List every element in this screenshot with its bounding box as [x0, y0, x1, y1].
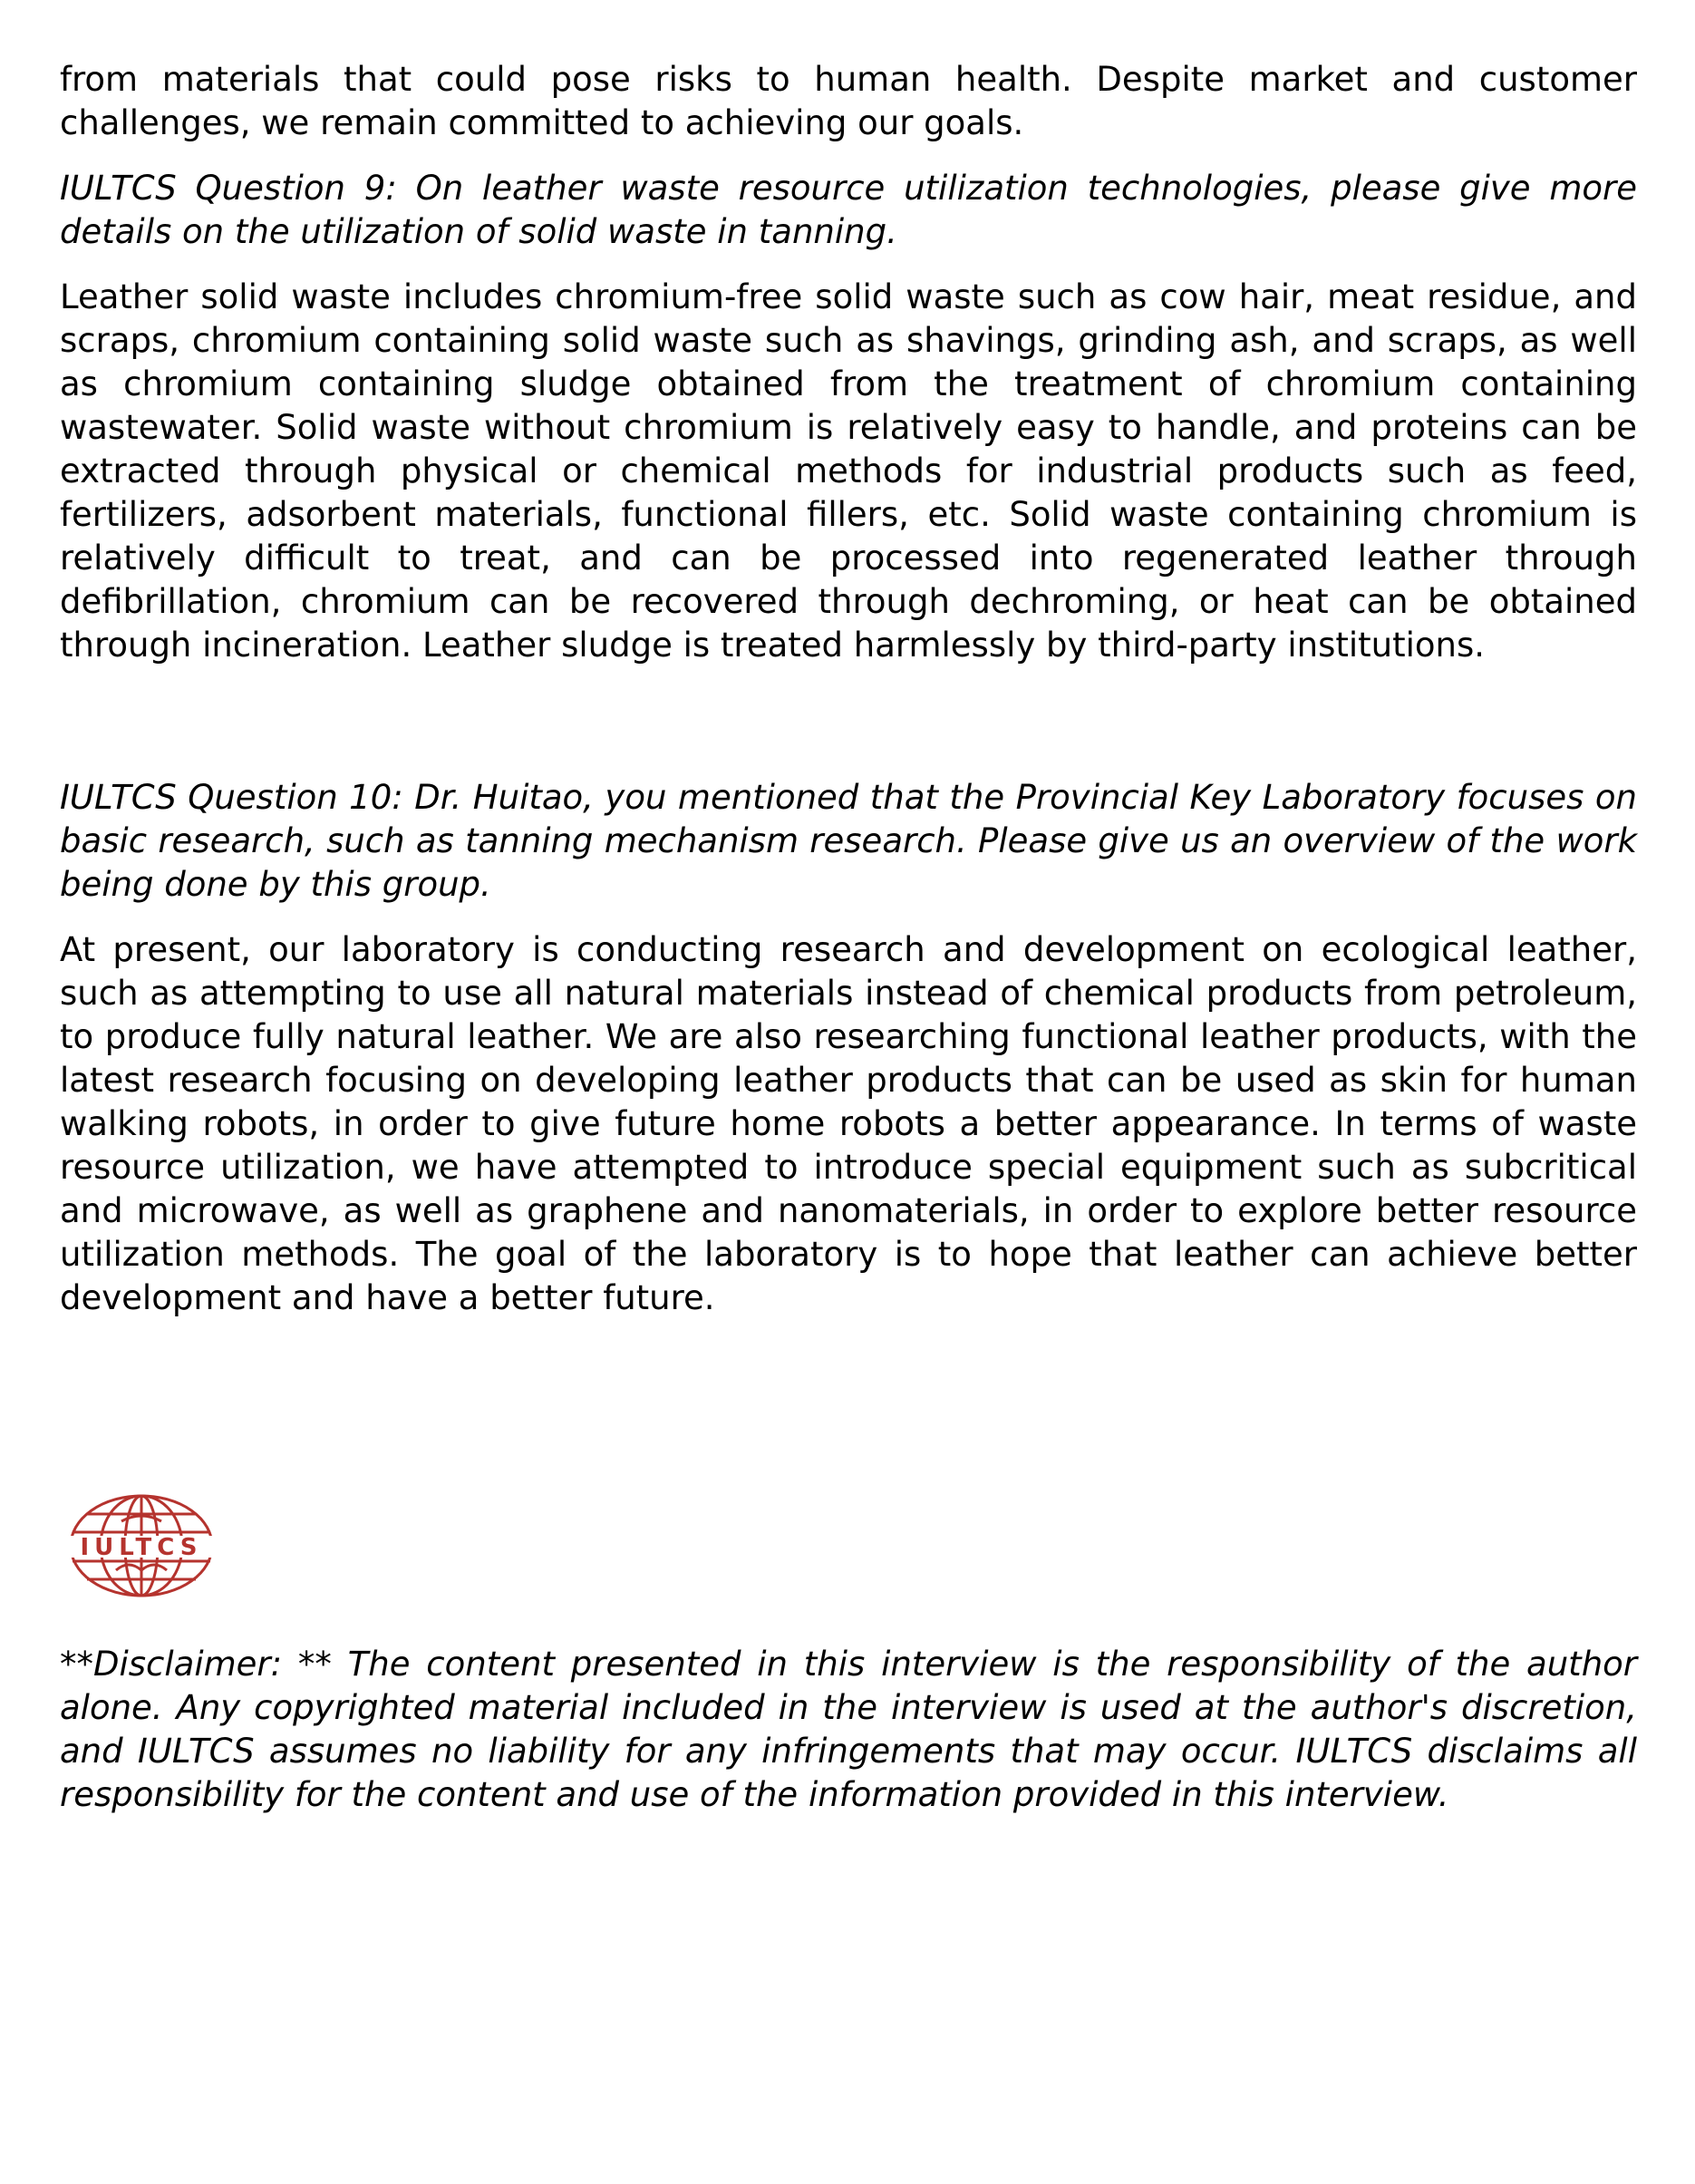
question-9: IULTCS Question 9: On leather waste resource utilization technologies, please give more details on the utilization of solid waste in tanning.	[60, 169, 1637, 251]
answer-9: Leather solid waste includes chromium-free solid waste such as cow hair, meat residue, and scraps, chromium containing solid waste such as shavings, grinding ash, and scraps, as well as chromium containing sludge obtained from the treatment of chromium containing wastewater. Solid waste without chromium is relatively easy to handle, and proteins can be extracted through physical or chemical methods for industrial products such as feed, fertilizers, adsorbent materials, functional fillers, etc. Solid waste containing chromium is relatively difficult to treat, and can be processed into regenerated leather through defibrillation, chromium can be recovered through dechroming, or heat can be obtained through incineration. Leather sludge is treated harmlessly by third-party institutions.	[60, 277, 1637, 665]
globe-logo-icon	[60, 1487, 223, 1605]
logo-text: IULTCS	[80, 1534, 203, 1561]
answer-10: At present, our laboratory is conducting research and development on ecological leather, such as attempting to use all natural materials instead of chemical products from petroleum, to produce fully natural leather. We are also researching functional leather products, with the latest research focusing on developing leather products that can be used as skin for human walking robots, in order to give future home robots a better appearance. In terms of waste resource utilization, we have attempted to introduce special equipment such as subcritical and microwave, as well as graphene and nanomaterials, in order to explore better resource utilization methods. The goal of the laboratory is to hope that leather can achieve better development and have a better future.	[60, 930, 1637, 1317]
intro-paragraph-tail: from materials that could pose risks to human health. Despite market and customer challenges, we remain committed to achieving our goals.	[60, 60, 1637, 142]
document-body	[60, 58, 1637, 1320]
iultcs-logo	[60, 1487, 223, 1605]
disclaimer: **Disclaimer: ** The content presented in this interview is the responsibility of the author alone. Any copyrighted material included in the interview is used at the author's discretion, and IULTCS assumes no liability for any infringements that may occur. IULTCS disclaims all responsibility for the content and use of the information provided in this interview.	[60, 1645, 1637, 1814]
question-10: IULTCS Question 10: Dr. Huitao, you mentioned that the Provincial Key Laboratory focuses on basic research, such as tanning mechanism research. Please give us an overview of the work being done by this group.	[60, 778, 1637, 904]
